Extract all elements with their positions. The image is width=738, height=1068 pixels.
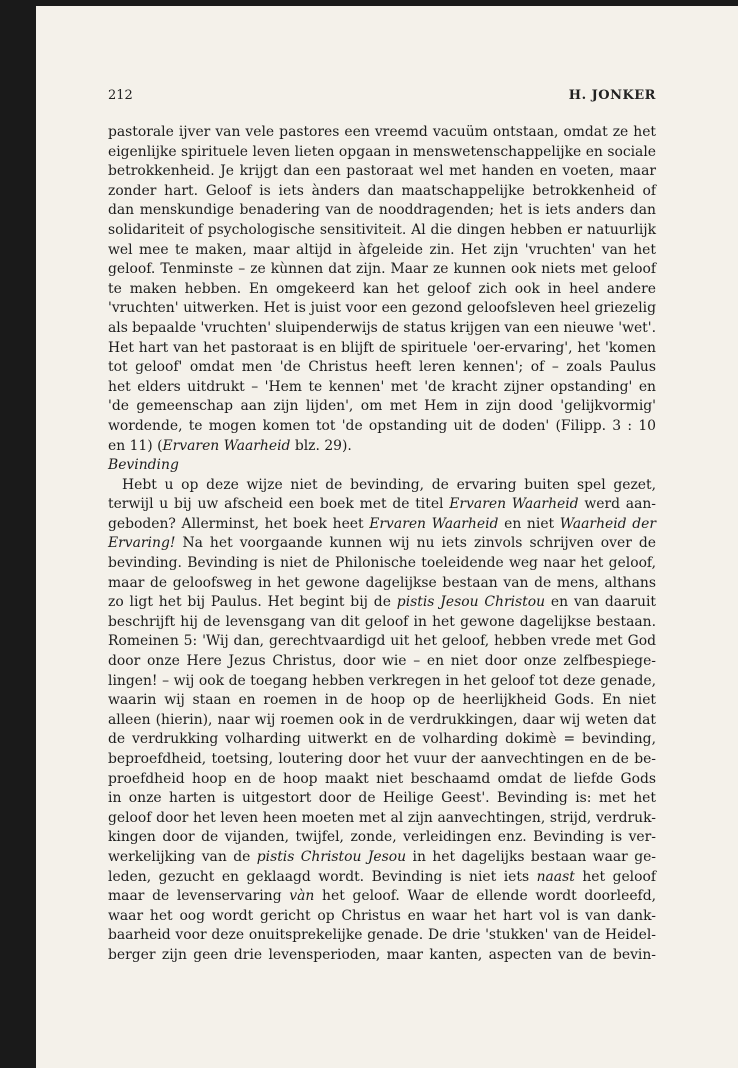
greek-term: pistis Jesou Christou bbox=[396, 594, 546, 611]
text-line bbox=[108, 848, 656, 868]
text-line: door onze Here Jezus Christus, door wie – en niet door onze zelfbespiege- bbox=[108, 653, 656, 670]
text-line: maar de geloofsweg in het gewone dagelijkse bestaan van de mens, althans bbox=[108, 574, 656, 591]
text-line bbox=[108, 887, 656, 907]
text-line: wel mee te maken, maar altijd in àfgeleide zin. Het zijn 'vruchten' van het bbox=[108, 241, 656, 258]
text-line: eigenlijke spirituele leven lieten opgaan in menswetenschappelijke en sociale bbox=[108, 143, 656, 160]
text-run: werkelijking van de bbox=[108, 848, 257, 865]
book-title: Ervaren Waarheid bbox=[162, 437, 291, 454]
book-title: Ervaring! bbox=[108, 535, 176, 552]
text-line: alleen (hierin), naar wij roemen ook in de verdrukkingen, daar wij weten dat bbox=[108, 711, 656, 728]
text-line: pastorale ijver van vele pastores een vreemd vacuüm ontstaan, omdat ze het bbox=[108, 124, 656, 140]
emphasis: vàn bbox=[289, 888, 315, 905]
text-line: geloof door het leven heen moeten met al zijn aanvechtingen, strijd, verdruk- bbox=[108, 809, 656, 826]
text-line: tot geloof' omdat men 'de Christus heeft leren kennen'; of – zoals Paulus bbox=[108, 359, 656, 376]
body-text bbox=[108, 123, 656, 966]
text-line: geloof. Tenminste – ze kùnnen dat zijn. Maar ze kunnen ook niets met geloof bbox=[108, 261, 656, 278]
text-run: en van daaruit bbox=[545, 594, 656, 611]
text-run: het geloof. Waar de ellende wordt doorleefd, bbox=[314, 888, 656, 905]
text-line: de verdrukking volharding uitwerkt en de volharding dokimè = bevinding, bbox=[108, 731, 656, 748]
text-line bbox=[108, 534, 656, 554]
text-line: als bepaalde 'vruchten' sluipenderwijs de status krijgen van een nieuwe 'wet'. bbox=[108, 319, 656, 336]
text-line: waar het oog wordt gericht op Christus en waar het hart vol is van dank- bbox=[108, 907, 656, 924]
text-line: berger zijn geen drie levensperioden, maar kanten, aspecten van de bevin- bbox=[108, 946, 656, 963]
text-line: beschrijft hij de levensgang van dit geloof in het gewone dagelijkse bestaan. bbox=[108, 613, 656, 630]
page-header bbox=[108, 88, 656, 108]
greek-term: pistis Christou Jesou bbox=[256, 848, 407, 865]
book-title: Ervaren Waarheid bbox=[369, 515, 499, 532]
text-line: wordende, te mogen komen tot 'de opstanding uit de doden' (Filipp. 3 : 10 bbox=[108, 417, 656, 434]
text-run: werd aan- bbox=[578, 496, 656, 513]
emphasis: naast bbox=[536, 868, 575, 885]
text-run: Na het voorgaande kunnen wij nu iets zinvols schrijven over de bbox=[175, 535, 656, 552]
text-run: en niet bbox=[498, 515, 560, 532]
section-heading: Bevinding bbox=[108, 457, 179, 474]
text-line: kingen door de vijanden, twijfel, zonde, verleidingen enz. Bevinding is ver- bbox=[108, 829, 656, 846]
text-line: betrokkenheid. Je krijgt dan een pastoraat wel met handen en voeten, maar bbox=[108, 163, 656, 180]
text-run: maar de levenservaring bbox=[108, 888, 290, 905]
text-line: Het hart van het pastoraat is en blijft de spirituele 'oer-ervaring', het 'komen bbox=[108, 339, 656, 356]
text-run: terwijl u bij uw afscheid een boek met de titel bbox=[108, 496, 450, 513]
text-line: proefdheid hoop en de hoop maakt niet beschaamd omdat de liefde Gods bbox=[108, 770, 656, 787]
text-line bbox=[108, 495, 656, 515]
text-line: Romeinen 5: 'Wij dan, gerechtvaardigd uit het geloof, hebben vrede met God bbox=[108, 633, 656, 650]
text-line: 'vruchten' uitwerken. Het is juist voor een gezond geloofsleven heel griezelig bbox=[108, 300, 656, 317]
page-number: 212 bbox=[108, 88, 133, 103]
text-run: leden, gezucht en geklaagd wordt. Bevinding is niet iets bbox=[108, 868, 537, 885]
text-line bbox=[108, 515, 656, 535]
running-head-author: H. JONKER bbox=[568, 88, 656, 103]
text-line: in onze harten is uitgestort door de Heilige Geest'. Bevinding is: met het bbox=[108, 790, 656, 807]
text-line: het elders uitdrukt – 'Hem te kennen' met 'de kracht zijner opstanding' en bbox=[108, 378, 656, 395]
text-line: solidariteit of psychologische sensitiviteit. Al die dingen hebben er natuurlijk bbox=[108, 221, 656, 238]
text-run: en 11) ( bbox=[108, 437, 163, 454]
text-line: lingen! – wij ook de toegang hebben verkregen in het geloof tot deze genade, bbox=[108, 672, 656, 689]
text-run: blz. 29). bbox=[290, 437, 352, 454]
text-line: te maken hebben. En omgekeerd kan het geloof zich ook in heel andere bbox=[108, 280, 656, 297]
text-line: baarheid voor deze onuitsprekelijke genade. De drie 'stukken' van de Heidel- bbox=[108, 927, 656, 944]
paragraph-1 bbox=[108, 123, 656, 456]
text-line: zonder hart. Geloof is iets ànders dan maatschappelijke betrokkenheid of bbox=[108, 182, 656, 199]
text-line: bevinding. Bevinding is niet de Philonische toeleidende weg naar het geloof, bbox=[108, 555, 656, 572]
text-line bbox=[108, 593, 656, 613]
text-run: geboden? Allerminst, het boek heet bbox=[108, 515, 370, 532]
book-title: Ervaren Waarheid bbox=[449, 496, 579, 513]
text-run: zo ligt het bij Paulus. Het begint bij de bbox=[108, 594, 397, 611]
book-title: Waarheid der bbox=[559, 515, 656, 532]
text-line: beproefdheid, toetsing, loutering door het vuur der aanvechtingen en de be- bbox=[108, 751, 656, 767]
text-run: in het dagelijks bestaan waar ge- bbox=[406, 848, 656, 865]
text-line: 'de gemeenschap aan zijn lijden', om met Hem in zijn dood 'gelijkvormig' bbox=[108, 398, 656, 415]
text-line bbox=[108, 437, 656, 457]
text-run: het geloof bbox=[574, 868, 656, 885]
text-line: dan menskundige benadering van de nooddragenden; het is iets anders dan bbox=[108, 202, 656, 219]
text-line bbox=[108, 868, 656, 888]
text-line: Hebt u op deze wijze niet de bevinding, de ervaring buiten spel gezet, bbox=[122, 476, 656, 493]
text-line: waarin wij staan en roemen in de hoop op de heerlijkheid Gods. En niet bbox=[108, 692, 656, 709]
paragraph-2 bbox=[108, 476, 656, 966]
